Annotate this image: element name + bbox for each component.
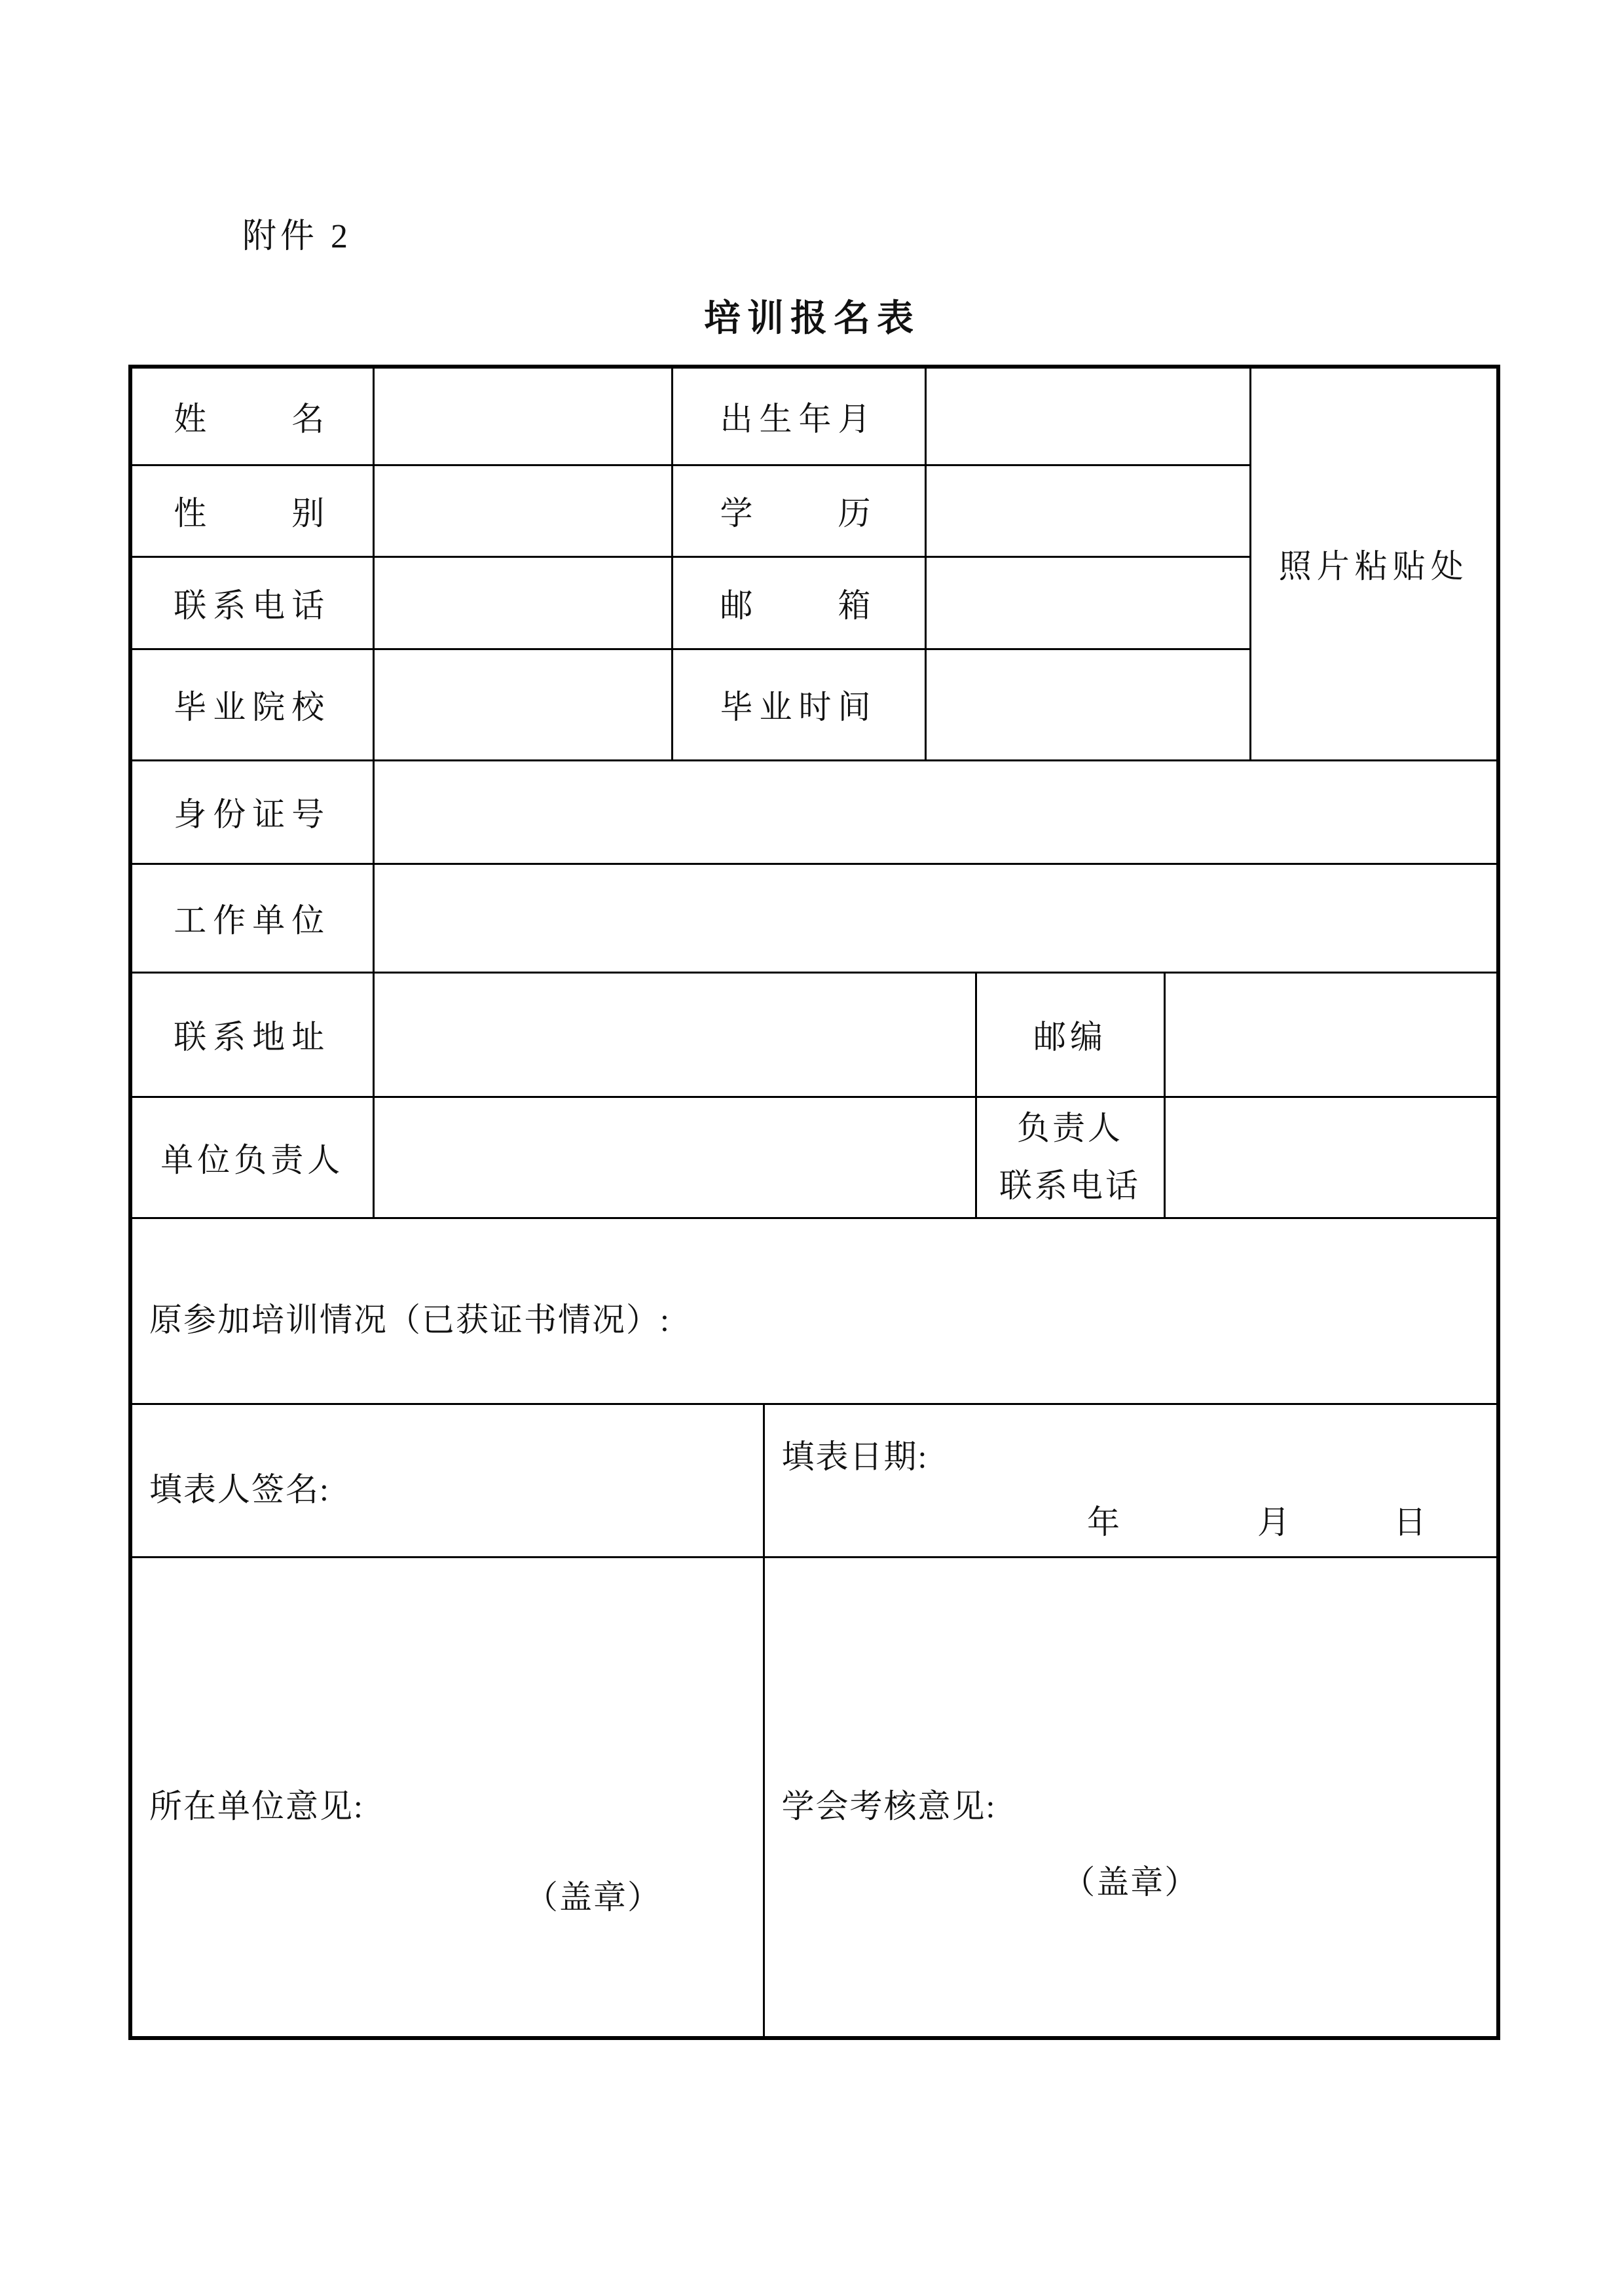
label-contact-address: 联系地址	[130, 972, 373, 1097]
label-work-unit: 工作单位	[130, 864, 373, 972]
previous-training-cell	[130, 1218, 1498, 1404]
label-head-contact-phone	[976, 1097, 1164, 1218]
table-row	[130, 1404, 1498, 1557]
table-row	[130, 864, 1498, 972]
label-id-number: 身份证号	[130, 760, 373, 864]
society-review-cell	[764, 1557, 1498, 2038]
birth-date-value-cell	[925, 367, 1250, 465]
label-applicant-signature: 填表人签名:	[149, 1471, 330, 1508]
table-row	[130, 1218, 1498, 1404]
label-graduation-time: 毕业时间	[672, 649, 925, 760]
page-title: 培训报名表	[704, 299, 920, 339]
label-previous-training: 原参加培训情况（已获证书情况）:	[149, 1302, 671, 1338]
table-row	[130, 760, 1498, 864]
label-name: 姓 名	[130, 367, 373, 465]
label-graduate-school: 毕业院校	[130, 649, 373, 760]
postal-code-value-cell	[1164, 972, 1498, 1097]
photo-paste-area: 照片粘贴处	[1250, 367, 1498, 760]
education-value-cell	[925, 465, 1250, 556]
date-year-month-day: 年 月 日	[1087, 1504, 1428, 1540]
contact-phone-value-cell	[373, 556, 672, 649]
email-value-cell	[925, 556, 1250, 649]
label-email: 邮 箱	[672, 556, 925, 649]
fill-date-cell	[764, 1404, 1498, 1557]
id-number-value-cell	[373, 760, 1498, 864]
head-contact-phone-value-cell	[1164, 1097, 1498, 1218]
table-row	[130, 1097, 1498, 1218]
name-value-cell	[373, 367, 672, 465]
seal-placeholder-left: （盖章）	[525, 1878, 661, 1916]
table-row	[130, 367, 1498, 465]
seal-placeholder-right: （盖章）	[1062, 1863, 1199, 1901]
label-birth-date: 出生年月	[672, 367, 925, 465]
label-head-contact-phone-line2: 联系电话	[999, 1167, 1141, 1204]
label-education: 学 历	[672, 465, 925, 556]
label-gender: 性 别	[130, 465, 373, 556]
label-fill-date: 填表日期:	[781, 1438, 929, 1475]
label-postal-code: 邮编	[976, 972, 1164, 1097]
applicant-signature-cell	[130, 1404, 764, 1557]
unit-head-value-cell	[373, 1097, 976, 1218]
label-head-contact-phone-line1: 负责人	[1017, 1110, 1123, 1146]
contact-address-value-cell	[373, 972, 976, 1097]
graduation-time-value-cell	[925, 649, 1250, 760]
registration-form-table	[128, 365, 1500, 2040]
label-employer-opinion: 所在单位意见:	[149, 1787, 364, 1825]
graduate-school-value-cell	[373, 649, 672, 760]
table-row	[130, 1557, 1498, 2038]
work-unit-value-cell	[373, 864, 1498, 972]
label-unit-head: 单位负责人	[130, 1097, 373, 1218]
label-contact-phone: 联系电话	[130, 556, 373, 649]
employer-opinion-cell	[130, 1557, 764, 2038]
table-row	[130, 972, 1498, 1097]
attachment-label: 附件 2	[242, 218, 352, 255]
gender-value-cell	[373, 465, 672, 556]
label-society-review: 学会考核意见:	[781, 1787, 997, 1825]
